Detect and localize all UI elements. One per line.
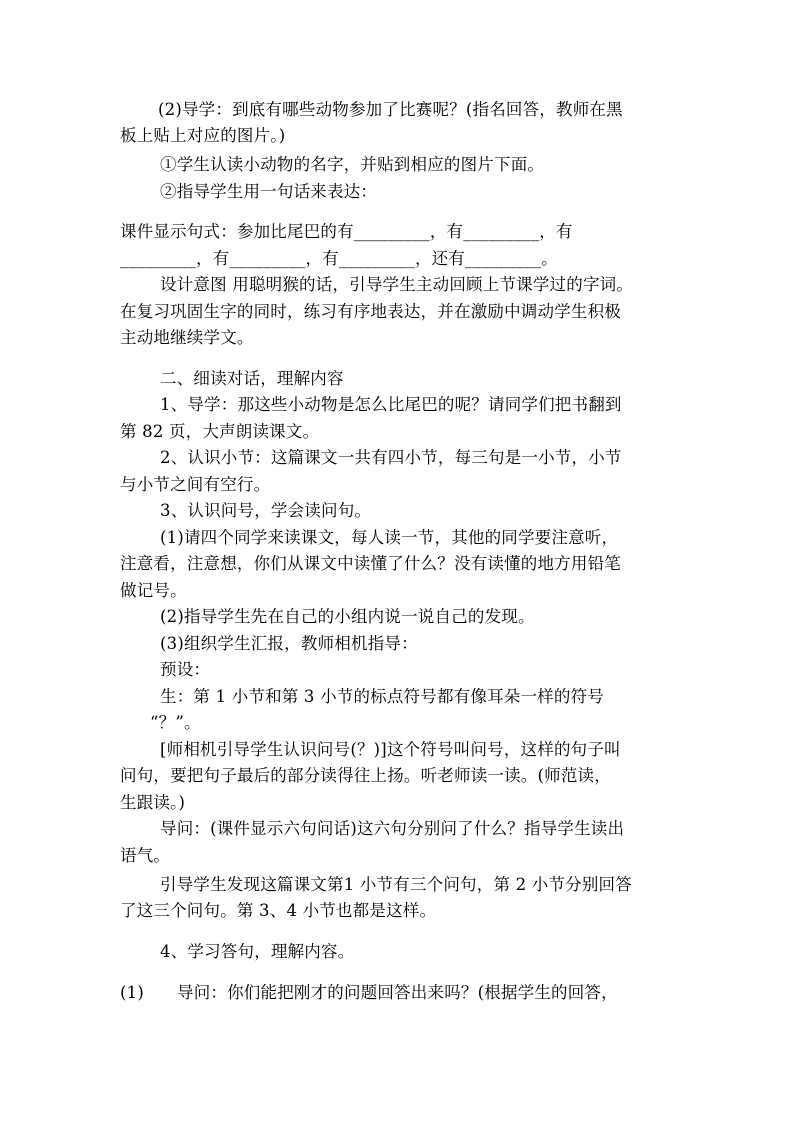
sentence-pattern-line: 课件显示句式：参加比尾巴的有_________，有_________，有	[120, 222, 573, 241]
paragraph-line: [师相机引导学生认识问号(？)]这个符号叫问号，这样的句子叫	[160, 740, 621, 759]
paragraph-line: 语气。	[120, 846, 171, 865]
paragraph-line: “？”。	[150, 713, 201, 732]
paragraph-line: 注意看，注意想，你们从课文中读懂了什么？没有读懂的地方用铅笔	[120, 554, 621, 573]
paragraph-line: 了这三个问句。第 3、4 小节也都是这样。	[120, 901, 437, 920]
section-heading: 二、细读对话，理解内容	[160, 369, 344, 388]
list-number: (1)	[120, 983, 144, 1002]
paragraph-line: (2)导学：到底有哪些动物参加了比赛呢？(指名回答，教师在黑	[158, 100, 623, 119]
paragraph-line: 2、认识小节：这篇课文一共有四小节，每三句是一小节，小节	[160, 448, 622, 467]
paragraph-line: 板上贴上对应的图片。)	[120, 126, 286, 145]
paragraph-line: 生跟读。)	[120, 793, 186, 812]
paragraph-line: 与小节之间有空行。	[120, 475, 271, 494]
design-intent-line: 主动地继续学文。	[120, 328, 254, 347]
paragraph-line: (3)组织学生汇报，教师相机指导：	[160, 634, 418, 653]
paragraph-line: 生：第 1 小节和第 3 小节的标点符号都有像耳朵一样的符号	[160, 687, 604, 706]
paragraph-line: 1、导学：那这些小动物是怎么比尾巴的呢？请同学们把书翻到	[160, 395, 622, 414]
paragraph-line: 问句，要把句子最后的部分读得往上扬。听老师读一读。(师范读，	[120, 766, 611, 785]
paragraph-line: 预设：	[160, 660, 211, 679]
design-intent-line: 在复习巩固生字的同时，练习有序地表达，并在激励中调动学生积极	[120, 302, 621, 321]
paragraph-line: ①学生认读小动物的名字，并贴到相应的图片下面。	[160, 155, 545, 174]
paragraph-line: ②指导学生用一句话来表达：	[160, 182, 378, 201]
paragraph-line: 导问：你们能把刚才的问题回答出来吗？(根据学生的回答，	[177, 983, 618, 1002]
paragraph-line: 引导学生发现这篇课文第1 小节有三个问句，第 2 小节分别回答	[160, 875, 632, 894]
design-intent-line: 设计意图 用聪明猴的话，引导学生主动回顾上节课学过的字词。	[160, 275, 634, 294]
paragraph-line: 第 82 页，大声朗读课文。	[120, 422, 320, 441]
paragraph-line: (1)请四个同学来读课文，每人读一节，其他的同学要注意听，	[160, 528, 619, 547]
paragraph-line: 导问：(课件显示六句问话)这六句分别问了什么？指导学生读出	[160, 819, 625, 838]
sentence-pattern-line: _________，有_________，有_________，还有_________。	[120, 249, 558, 268]
paragraph-line: (2)指导学生先在自己的小组内说一说自己的发现。	[160, 607, 535, 626]
paragraph-line: 4、学习答句，理解内容。	[160, 942, 355, 961]
paragraph-line: 做记号。	[120, 581, 187, 600]
paragraph-line: 3、认识问号，学会读问句。	[160, 501, 372, 520]
